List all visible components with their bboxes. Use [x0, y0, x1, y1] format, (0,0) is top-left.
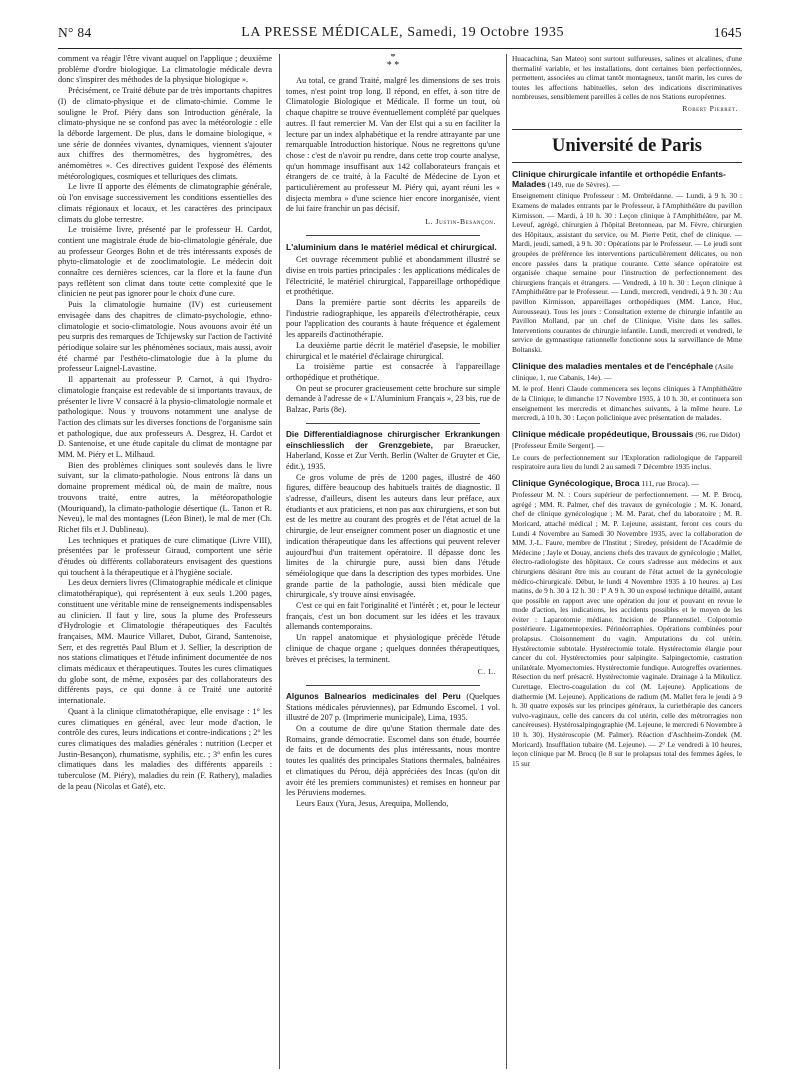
- article-title-aluminium: L'aluminium dans le matériel médical et chirurgical.: [286, 241, 497, 252]
- paragraph: Ce gros volume de près de 1200 pages, illustré de 460 figures, diffère beaucoup des habituels traités de diagnostic. Il s'adresse, d'ailleurs, disent les auteurs dans leur préface, aux étudiants et aux praticiens, et non pas aux chirurgiens, et son but est de les mettre au courant des progrès et de l'état actuel de la chirurgie, de leur enseigner comment poser un diagnostic et une indication thérapeutique dans les affections qui peuvent relever aujourd'hui d'un traitement opératoire. Il dépasse donc les limites de la chirurgie pure, aussi bien dans l'étude séméiologique que dans la description des types morbides. Une grande partie de la pathologie, aussi bien médicale que chirurgicale, s'y trouve ainsi envisagée.: [286, 472, 500, 600]
- paragraph: Précisément, ce Traité débute par de très importants chapitres (I) de climato-physique et de climato-chimie. Comme le souligne le Prof. Piéry dans son Introduction générale, la climato-physique ne se confond pas avec la météorologie : elle la déborde largement. De plus, dans le domaine biologique, « une série de données vivantes, dynamiques, viennent s'ajouter aux chiffres des thermomètres, des hygromètres, des anémomètres ». Ces directives guident l'exposé des éléments météorologiques, cosmiques et telluriques des climats.: [58, 86, 272, 181]
- paragraph: Huacachina, San Mateo) sont surtout sulfureuses, salines et alcalines, d'une thermalité variable, et les installations, dont certaines bien perfectionnées, permettent, associées au climat tantôt montagneux, tantôt marin, les cures de toutes les affections habituelles, selon des indications discriminatives nombreuses, sensiblement pareilles à celles de nos Stations européennes.: [512, 54, 742, 102]
- clinic-body: Le cours de perfectionnement sur l'Exploration radiologique de l'appareil respiratoire aura lieu du lundi 2 au samedi 7 Décembre 1935 inclus.: [512, 452, 742, 472]
- clinic-title-bold: Clinique des maladies mentales et de l'encéphale: [512, 360, 714, 371]
- paragraph: On a coutume de dire qu'une Station thermale date des Romains, grande démocratie. Escomel dans son étude, bourrée de faits et de documents des plus intéressants, nous montre toutes les qualités des principales Stations thermales, balnéaires et climatiques du Pérou, déjà appréciées des Incas (qu'on dit avoir été les premiers communistes) et remises en honneur par les Péruviens modernes.: [286, 724, 500, 798]
- clinic-title-bold: Clinique chirurgicale infantile et orthopédie Enfants-Malades: [512, 168, 726, 190]
- review-signature: L. Justin-Besançon.: [425, 217, 496, 227]
- clinic-title: [512, 429, 742, 452]
- clinic-title: [512, 169, 742, 191]
- paragraph: Quant à la clinique climatothérapique, elle envisage : 1° les cures climatiques en général, avec leur mode d'action, le contrôle des cures, leurs indications et contre-indications ; 2° les cures climatiques des maladies générales : nutrition (Lecper et Justin-Besançon), rhumatisme, syphilis, etc. ; 3° enfin les cures climatiques dans les maladies des différents appareils : tuberculose (M. Piéry), maladies du rein (F. Rathery), maladies de la peau (Nicolas et Gaté), etc.: [58, 706, 272, 791]
- paragraph: Un rappel anatomique et physiologique précède l'étude clinique de chaque organe ; quelques données thérapeutiques, brèves et précises, la terminent.: [286, 633, 500, 664]
- clinic-title-rest: (149, rue de Sèvres). —: [545, 180, 620, 190]
- paragraph: Dans la première partie sont décrits les appareils de l'industrie radiographique, les appareils d'électrothérapie, ceux pour l'application des courants à haute fréquence et également les appareils d'actinothérapie.: [286, 298, 500, 340]
- title-bold: Algunos Balnearios medicinales del Peru: [286, 691, 461, 701]
- title-rest: par Braeucker, Haberland, Kosse et Zur Verth. Berlin (Walter de Gruyter et Cie, édit.), 1935.: [286, 440, 500, 471]
- section-heading-university: Université de Paris: [512, 129, 742, 163]
- page-number: 1645: [713, 25, 742, 40]
- clinic-body: M. le prof. Henri Claude commencera ses leçons cliniques à l'Amphithéâtre de la Clinique, le dimanche 17 Novembre 1935, à 10 h. 30, et continuera son enseignement les mercredis et dimanches suivants, à la même heure. Le mercredi, à 10 h. 30 : Leçon policlinique avec présentation de malades.: [512, 384, 742, 423]
- paragraph: Puis la climatologie humaine (IV) est curieusement envisagée dans des chapitres de climato-psychologie, ethno-climatologie et socio-climatologie. Nous avouons avoir été un peu surpris des remarques de Tchijewsky sur l'action de l'activité périodique solaire sur les phénomènes sociaux, mais aussi, avoir été charmé par l'esthéto-climatologie due à la plume du professeur Laignel-Lavastine.: [58, 300, 272, 374]
- column-left: [58, 54, 272, 1069]
- star-top: *: [390, 54, 396, 63]
- section-stars: [286, 54, 500, 70]
- clinic-title: [512, 478, 742, 489]
- journal-title: LA PRESSE MÉDICALE, Samedi, 19 Octobre 1935: [241, 25, 565, 40]
- column-middle: [286, 54, 500, 1069]
- paragraph: C'est ce qui en fait l'originalité et l'intérêt ; et, pour le lecteur français, c'est un bon document sur les idées et les travaux allemands contemporains.: [286, 601, 500, 632]
- paragraph: Il appartenait au professeur P. Carnot, à qui l'hydro-climatologie française est redevable de si importants travaux, de présenter le livre V consacré à la physio-climatologie normale et pathologique. Nous y trouvons notamment une analyse de l'action des climats sur les diverses fonctions de l'organisme sain et pathologique, due aux professeurs A. Desgrez, H. Cardot et D. Santenoise, et une étude capitale du climat de montagne par MM. M. Piéry et L. Milhaud.: [58, 375, 272, 460]
- separator: [306, 423, 480, 424]
- page-header: [58, 18, 742, 49]
- column-rule-left: [279, 54, 280, 1069]
- clinic-title-rest: (Asile clinique, 1, rue Cabanis, 14e). —: [512, 361, 734, 382]
- title-rest: (Quelques Stations médicales péruviennes), par Edmundo Escomel. 1 vol. illustré de 207 p. (Imprimerie municipale), Lima, 1935.: [286, 691, 500, 723]
- paragraph: comment va réagir l'être vivant auquel on l'applique ; deuxième problème d'ordre biologique. La climatologie médicale devra donc s'inspirer des méthodes de la physique biologique ».: [58, 54, 272, 85]
- column-rule-right: [506, 54, 507, 1069]
- paragraph: Le troisième livre, présenté par le professeur H. Cardot, contient une magistrale étude de bio-climatologie générale, due au professeur Georges Bohn et de très intéressants exposés de phyto-climatologie et de zooclimatologie. Le médecin doit connaître ces dernières sciences, car la flore et la faune d'un pays reflètent son climat dans toute cette complexité que le clinicien ne peut pas ignorer pour le choix d'une cure.: [58, 225, 272, 299]
- paragraph: Leurs Eaux (Yura, Jesus, Arequipa, Mollendo,: [296, 799, 449, 808]
- article-title-differential: [286, 430, 500, 473]
- paragraph: Cet ouvrage récemment publié et abondamment illustré se divise en trois parties principales : les applications médicales de l'électricité, le matériel chirurgical, l'appareillage orthopédique et prothétique.: [286, 255, 500, 297]
- paragraph: La deuxième partie décrit le matériel d'asepsie, le mobilier chirurgical et le matériel d'éclairage chirurgical.: [286, 340, 500, 361]
- clinic-title-rest: (96, rue Didot) [Professeur Émile Sergent]. —: [512, 429, 741, 451]
- paragraph: On peut se procurer gracieusement cette brochure sur simple demande à l'adresse de « L'Aluminium Français », 23 bis, rue de Balzac, Paris (8e).: [286, 383, 500, 415]
- issue-number: N° 84: [58, 25, 92, 40]
- clinic-body: Professeur M. N. : Cours supérieur de perfectionnement. — M. P. Brocq, agrégé ; MM. R. Palmer, chef des travaux de gynécologie ; M. K. Jonard, chef de clinique gynécologique ; M. M. Parat, chef du laboratoire ; M. R. Moricard, attaché médical ; M. P. Lejeune, assistant, feront ces cours du Lundi 4 Novembre au Samedi 30 Novembre 1935, avec la collaboration de MM. J.-L. Faure, membre de l'Institut ; Siredey, président de l'Académie de Médecine ; Jayle et Douay, anciens chefs des travaux de gynécologie ; Mallet, électro-radiologiste des hôpitaux. Ce cours s'adresse aux médecins et aux chirurgiens désirant être mis au courant de l'état actuel de la gynécologie médico-chirurgicale. Début, le lundi 4 Novembre 1935 à 10 heures. a) Les matins, de 9 h. 30 à 12 h. 30 : I° A 9 h. 30 un exposé technique détaillé, autant que possible en rapport avec une opération du jour et pouvant en revue le mode d'action, les indications, les accidents possibles et le moyen de les éviter : Laparotomie médiane. Incision de Pfannenstiel. Colpotomie postérieure. Ligamentopexies. Périnéorraphies. Opérations combinées pour prolapsus. Cloisonnement du vagin. Amputations du col utérin. Hystérectomie subtotale. Hystérectomie totale. Hystérectomie élargie pour cancer du col. Hystérectomies pour salpingite. Salpingectomie, castration unilatérale. Myomectomies. Hystérectomie fundique. Autogreffes ovariennes. Résection du nerf présacré. Hystérectomie vaginale. Drainage à la Mikulicz. Curettage. Electro-coagulation du col (M. Lejeune). Applications de diathermie (M. Lejeune). Applications de radium (M. Mallet fera le jeudi à 9 h. 30 quatre exposés sur les principes généraux, la curiethérapie des cancers vulvo-vaginaux, celle des cancers du col utérin, celle des métrorragies non cancéreuses). Hystérosalpingographie (M. Lejeune, le mercredi 6 Novembre à 10 h. 30). Hystéroscopie (M. Palmer). Réaction d'Aschheim-Zondek (M. Moricard). Insufflation tubaire (M. Lejeune). — 2° Le vendredi à 10 heures, leçon clinique par M. Brocq (le 8 sur le prolapsus total des femmes âgées, le 15 sur: [512, 490, 742, 768]
- clinic-title: [512, 361, 742, 384]
- paragraph: Au total, ce grand Traité, malgré les dimensions de ses trois tomes, n'est point trop long. Il répond, en effet, à son titre de Climatologie Biologique et Médicale. Il forme un tout, où chaque chapitre se trouve éventuellement complété par quelques autres. Il faut remercier M. Van der Elst qui a su en faciliter la lecture par un index alphabétique et la rendre attrayante par une remarquable Introduction historique. Nous ne regrettons qu'une chose : c'est de n'avoir pu rendre, dans cette trop courte analyse, qu'un hommage insuffisant aux 142 collaborateurs français et étrangers de ce traité, à la Faculté de Médecine de Lyon et particulièrement au professeur M. Piéry qui, ayant réuni les « disjecta membra » d'une science hier encore inorganisée, vient de lui faire franchir un pas décisif.: [286, 76, 500, 214]
- paragraph: Les deux derniers livres (Climatographie médicale et clinique climatothérapique), qui représentent à eux seuls 1.200 pages, constituent une véritable mine de renseignements indispensables au clinicien. Il faut y lire, sous la plume des Professeurs d'Hydrologie et Climatologie thérapeutiques des Facultés françaises, MM. Maurice Villaret, Dubot, Girand, Santenoise, Serr, et des regrettés Paul Blum et J. Sellier, la description de nos stations climatiques et l'étude infiniment documentée de nos climats médicaux et thérapeutiques. Toutes les cures climatiques du globe sont, de même, exposées par des collaborateurs des différents pays, ce qui donne à ce Traité une autorité internationale.: [58, 578, 272, 706]
- title-bold: Die Differentialdiagnose chirurgischer Erkrankungen einschliesslich der Grenzgebiete,: [286, 429, 500, 450]
- article-signature: C. L.: [477, 667, 496, 677]
- separator: [306, 235, 480, 236]
- clinic-title-bold: Clinique Gynécologique, Broca: [512, 477, 640, 488]
- article-signature: Robert Pierret.: [682, 103, 738, 113]
- paragraph: Les techniques et pratiques de cure climatique (Livre VIII), présentées par le professeur Giraud, comportent une série d'études où différents collaborateurs envisagent des questions qui touchent à la thérapeutique et à l'hygiène sociale.: [58, 535, 272, 577]
- clinic-title-bold: Clinique médicale propédeutique, Broussais: [512, 428, 694, 439]
- clinic-title-rest: 111, rue Broca). —: [639, 478, 699, 488]
- paragraph: La troisième partie est consacrée à l'appareillage orthopédique et prothétique.: [286, 362, 500, 382]
- article-title-peru: [286, 692, 500, 724]
- paragraph: Bien des problèmes cliniques sont soulevés dans le livre suivant, sur la climato-pathologie. Nous entrons là dans un domaine proprement médical où, de main de maître, nous trouvons traité, entre autres, la météoropathologie (Mouriquand), la climato-pathologie désertique (L. Tanon et R. Neveu), le mal des montagnes (Léon Binet), le mal de mer (Ch. Richet fils et J. Dublineau).: [58, 460, 272, 534]
- clinic-body: Enseignement clinique Professeur : M. Ombrédanne. — Lundi, à 9 h. 30 : Examens de malades entrants par le Professeur, à l'Amphithéâtre du pavillon Kirmisson. — Mardi, à 10 h. 30 : Leçon clinique à l'Amphithéâtre, par M. Leveuf, agrégé, chirurgien à l'hôpital Bretonneau, par M. Fèvre, chirurgien des Hôpitaux, assistant du service, ou M. Pierre Petit, chef de clinique. — Mardi, jeudi, samedi, à 9 h. 30 : Opérations par le Professeur. — Le jeudi sont groupées de préférence les interventions particulièrement délicates, ou non encore passées dans la pratique courante. Cette séance opératoire est organisée chaque semaine pour l'instruction de perfectionnement des chirurgiens français et étrangers. — Vendredi, à 10 h. 30 : Leçon clinique à l'Amphithéâtre par le Professeur. — Lundi, mercredi, vendredi, à 9 h. 30 : Au pavillon Kirmisson, appareillages orthopédiques (MM. Lance, Huc, Aurousseau). Tous les jours : Consultation externe de chirurgie infantile au Pavillon Molland, par un chef de Clinique. Visite dans les salles. Interventions courantes de chirurgie infantile. Lundi, mercredi et vendredi, le service de gymnastique rationnelle fonctionne sous la surveillance de Mme Boltanski.: [512, 191, 742, 354]
- paragraph: Le livre II apporte des éléments de climatographie générale, où l'on envisage successivement les conditions essentielles des climats régionaux et locaux, et les caractères des principaux climats du globe terrestre.: [58, 182, 272, 224]
- column-right: [512, 54, 742, 1069]
- separator: [306, 685, 480, 686]
- star-bottom: * *: [386, 60, 400, 71]
